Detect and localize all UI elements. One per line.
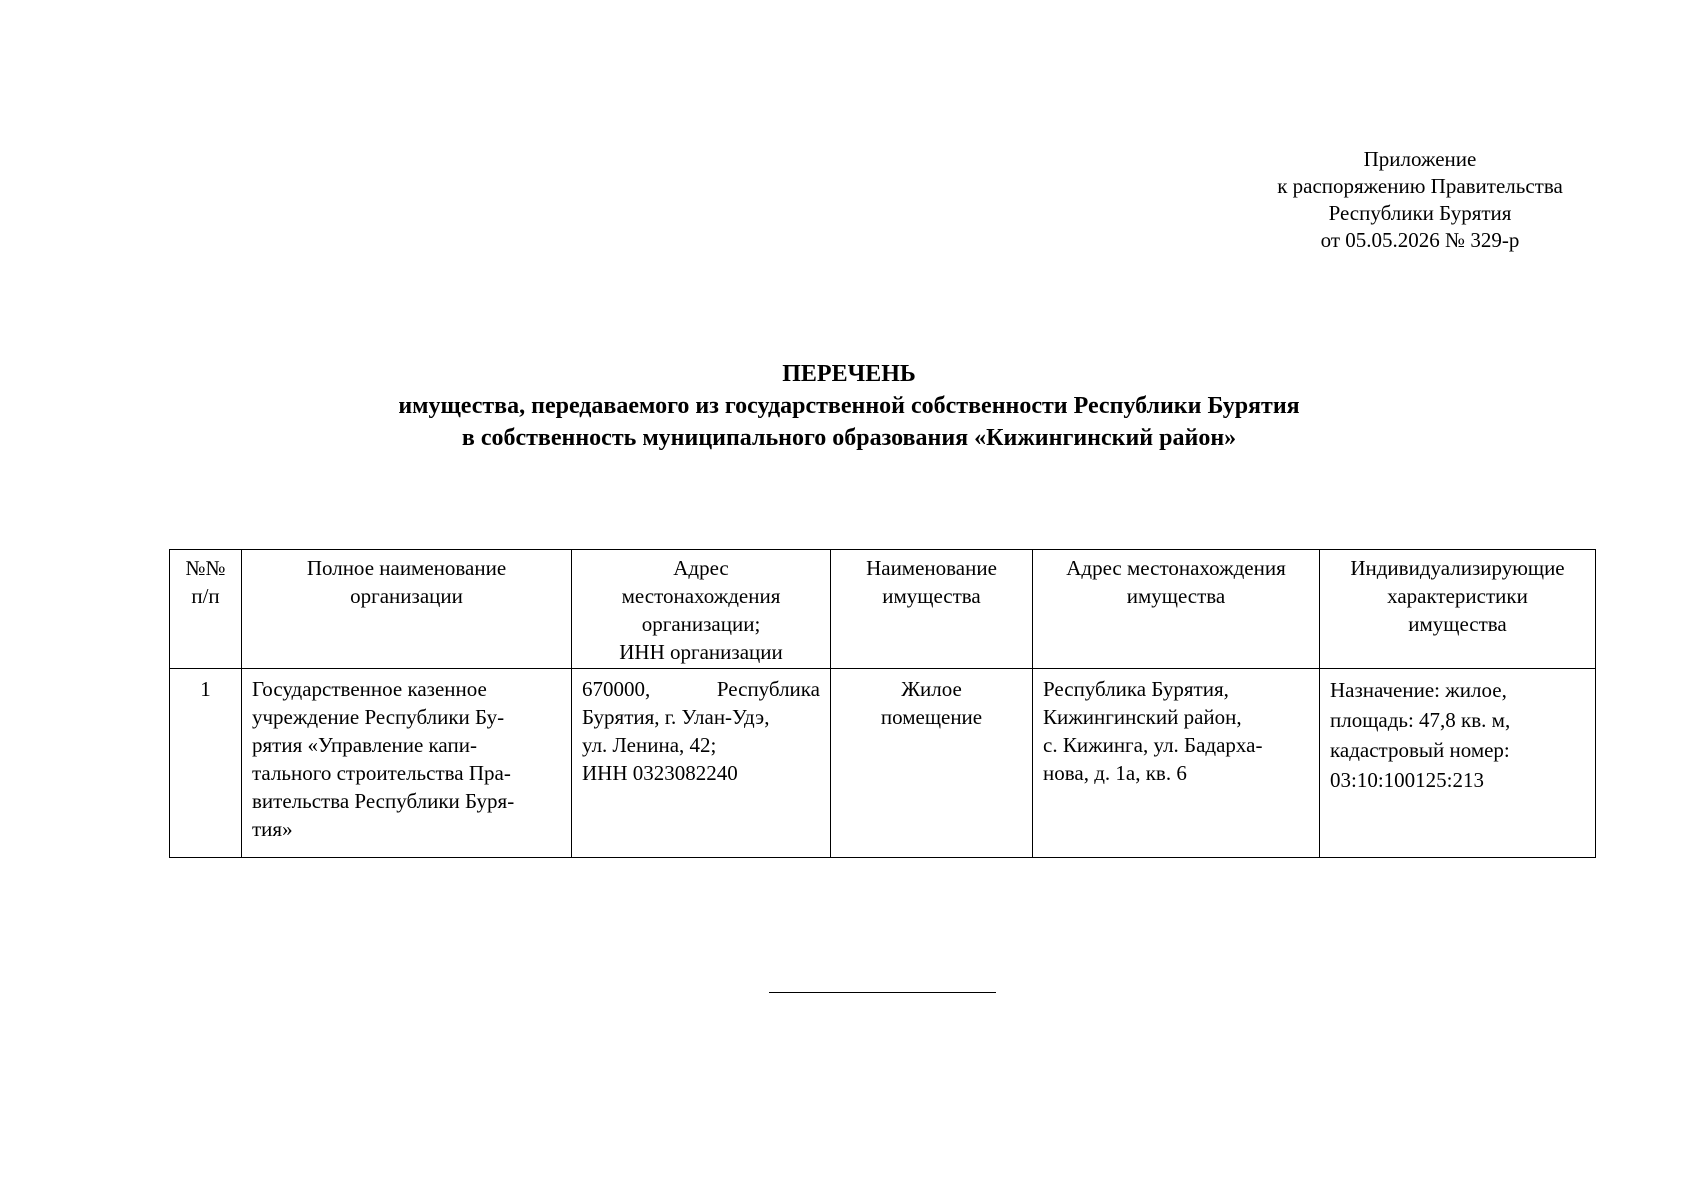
- header-text: имущества: [882, 584, 981, 608]
- header-text: Адрес: [673, 556, 729, 580]
- cell-line: Кижингинский район,: [1043, 705, 1242, 729]
- header-org-address: [572, 550, 831, 669]
- cell-line: площадь: 47,8 кв. м,: [1330, 708, 1511, 732]
- address-region: Республика: [716, 677, 820, 701]
- header-text: Полное наименование: [306, 556, 507, 580]
- header-text: Адрес местонахождения: [1066, 556, 1286, 580]
- end-of-document-rule: [769, 992, 996, 993]
- header-text: имущества: [1408, 612, 1507, 636]
- title-heading: ПЕРЕЧЕНЬ: [782, 361, 916, 387]
- header-text: Наименование: [866, 556, 997, 580]
- cell-line: учреждение Республики Бу-: [252, 705, 505, 729]
- header-text: №№: [185, 556, 226, 580]
- cell-line: тального строительства Пра-: [252, 761, 511, 785]
- cell-line: ул. Ленина, 42;: [582, 733, 717, 757]
- appendix-line: Приложение: [1363, 147, 1477, 171]
- cell-line: рятия «Управление капи-: [252, 733, 477, 757]
- header-property-address: [1033, 550, 1320, 669]
- cell-property-name: [831, 669, 1033, 858]
- cell-number: 1: [170, 669, 242, 858]
- property-table: [169, 549, 1596, 858]
- cell-line: Назначение: жилое,: [1330, 678, 1507, 702]
- header-org-name: [242, 550, 572, 669]
- cell-line: с. Кижинга, ул. Бадарха-: [1043, 733, 1263, 757]
- title-line: имущества, передаваемого из государственной собственности Республики Бурятия: [398, 393, 1300, 419]
- cell-line: вительства Республики Буря-: [252, 789, 515, 813]
- cell-line: 03:10:100125:213: [1330, 768, 1485, 792]
- cell-line: кадастровый номер:: [1330, 738, 1510, 762]
- appendix-line: от 05.05.2026 № 329-р: [1320, 228, 1520, 252]
- header-text: местонахождения: [621, 584, 781, 608]
- cell-line: Жилое: [901, 677, 962, 701]
- cell-line: Бурятия, г. Улан-Удэ,: [582, 705, 770, 729]
- header-text: организации: [350, 584, 463, 608]
- header-text: организации;: [641, 612, 761, 636]
- cell-characteristics: [1320, 669, 1596, 858]
- header-text: Индивидуализирующие: [1350, 556, 1565, 580]
- cell-line: нова, д. 1а, кв. 6: [1043, 761, 1187, 785]
- cell-org-name: [242, 669, 572, 858]
- header-text: ИНН организации: [619, 640, 783, 664]
- header-characteristics: [1320, 550, 1596, 669]
- cell-line: помещение: [880, 705, 983, 729]
- cell-line: Государственное казенное: [252, 677, 487, 701]
- document-title: [200, 358, 1498, 454]
- appendix-line: Республики Бурятия: [1328, 201, 1512, 225]
- header-text: п/п: [191, 584, 220, 608]
- header-number: [170, 550, 242, 669]
- address-postcode: 670000,: [582, 677, 651, 701]
- cell-property-address: [1033, 669, 1320, 858]
- table-header-row: [170, 550, 1596, 669]
- header-property-name: [831, 550, 1033, 669]
- cell-line: тия»: [252, 817, 293, 841]
- header-text: характеристики: [1387, 584, 1528, 608]
- appendix-block: [1240, 146, 1600, 254]
- cell-line: Республика Бурятия,: [1043, 677, 1229, 701]
- cell-line: [582, 675, 820, 703]
- header-text: имущества: [1126, 584, 1226, 608]
- cell-line: ИНН 0323082240: [582, 761, 738, 785]
- appendix-line: к распоряжению Правительства: [1277, 174, 1563, 198]
- cell-org-address: [572, 669, 831, 858]
- table-row: [170, 669, 1596, 858]
- title-line: в собственность муниципального образования «Кижингинский район»: [461, 425, 1237, 451]
